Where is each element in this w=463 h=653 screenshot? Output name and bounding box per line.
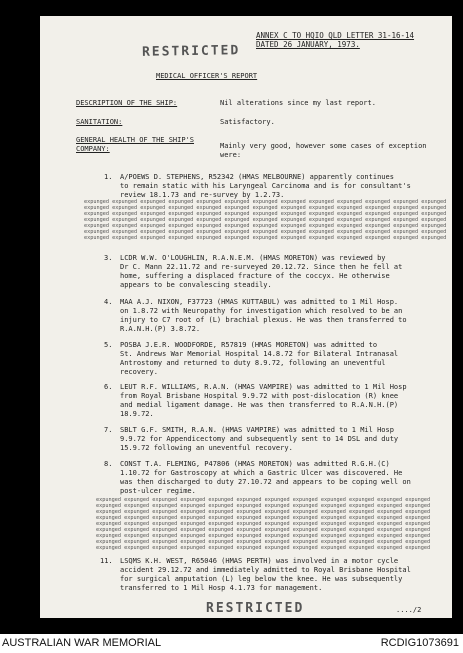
item-number: 4. xyxy=(104,298,113,306)
item-line: R.A.N.H.(P) 3.8.72. xyxy=(120,325,201,333)
item-line: 1.10.72 for Gastroscopy at which a Gastric Ulcer was discovered. He xyxy=(120,469,403,477)
item-number: 1. xyxy=(104,173,113,181)
health-value-line1: Mainly very good, however some cases of exception xyxy=(220,142,427,150)
item-line: review 18.1.73 and re-survey by 1.2.73. xyxy=(120,191,285,199)
item-number: 3. xyxy=(104,254,113,262)
item-line: LEUT R.F. WILLIAMS, R.A.N. (HMAS VAMPIRE) was admitted to 1 Mil Hosp xyxy=(120,383,407,391)
item-line: 18.9.72. xyxy=(120,410,154,418)
item-line: Antrostomy and returned to duty 8.9.72, following an uneventful xyxy=(120,359,386,367)
item-line: LCDR W.W. O'LOUGHLIN, R.A.N.E.M. (HMAS MORETON) was reviewed by xyxy=(120,254,386,262)
item-line: St. Andrews War Memorial Hospital 14.8.72 for Bilateral Intranasal xyxy=(120,350,399,358)
date-line: DATED 26 JANUARY, 1973. xyxy=(256,40,360,49)
item-line: from Royal Brisbane Hospital 9.9.72 with post-dislocation (R) knee xyxy=(120,392,399,400)
restricted-stamp-bottom: RESTRICTED xyxy=(206,601,305,616)
report-title: MEDICAL OFFICER'S REPORT xyxy=(156,72,258,80)
item-number: 8. xyxy=(104,460,113,468)
archive-footer xyxy=(0,634,463,653)
restricted-stamp-top: RESTRICTED xyxy=(141,43,241,60)
footer-record-id: RCDIG1073691 xyxy=(380,637,459,649)
item-number: 6. xyxy=(104,383,113,391)
item-line: to remain static with his Laryngeal Carcinoma and is for consultant's xyxy=(120,182,411,190)
item-line: recovery. xyxy=(120,368,158,376)
item-line: post-ulcer regime. xyxy=(120,487,196,495)
item-line: injury to C7 root of (L) brachial plexus. He was then transferred to xyxy=(120,316,407,324)
item-line: appears to be convalescing steadily. xyxy=(120,281,272,289)
description-label: DESCRIPTION OF THE SHIP: xyxy=(76,99,178,107)
health-value-line2: were: xyxy=(220,151,242,159)
item-line: A/POEWS D. STEPHENS, R52342 (HMAS MELBOURNE) apparently continues xyxy=(120,173,394,181)
health-label-line2: COMPANY: xyxy=(76,145,110,153)
annex-reference: ANNEX C TO HQIO QLD LETTER 31-16-14 xyxy=(256,31,415,40)
item-line: POSBA J.E.R. WOODFORDE, R57819 (HMAS MORETON) was admitted to xyxy=(120,341,378,349)
item-line: was then discharged to duty 27.10.72 and appears to be coping well on xyxy=(120,478,411,486)
item-line: and medial ligament damage. He was then transferred to R.A.N.H.(P) xyxy=(120,401,399,409)
page-continuation-mark: ..../2 xyxy=(396,606,422,614)
item-line: home, suffering a displaced fracture of the coccyx. He otherwise xyxy=(120,272,390,280)
expunged-block-1: expunged expunged expunged expunged expunged expunged expunged expunged expunged expunged expunged expunged expunged expunged expunged expunged expunged expunged expunged expunged expunged expunged expunged expunged expunged expunged expunged expunged expunged expunged expunged expunged expunged expunged expunged expunged expunged expunged expunged expunged expunged expunged expunged expunged expunged expunged expunged expunged expunged expunged expunged expunged expunged expunged expunged expunged expunged expunged expunged expunged expunged expunged expunged expunged expunged expunged expunged expunged expunged expunged expunged expunged expunged expunged expunged expunged expunged expunged expunged expunged expunged expunged expunged expunged expunged expunged expunged expunged expunged expunged expunged xyxy=(84,199,447,241)
item-line: MAA A.J. NIXON, F37723 (HMAS KUTTABUL) was admitted to 1 Mil Hosp. xyxy=(120,298,399,306)
item-line: on 1.8.72 with Neuropathy for investigation which resolved to be an xyxy=(120,307,403,315)
item-line: SBLT G.F. SMITH, R.A.N. (HMAS VAMPIRE) was admitted to 1 Mil Hosp xyxy=(120,426,394,434)
item-line: accident 29.12.72 and immediately admitted to Royal Brisbane Hospital xyxy=(120,566,411,574)
footer-archive-name: AUSTRALIAN WAR MEMORIAL xyxy=(2,637,162,649)
health-label-line1: GENERAL HEALTH OF THE SHIP'S xyxy=(76,136,195,144)
item-line: 9.9.72 for Appendicectomy and subsequently sent to 14 DSL and duty xyxy=(120,435,399,443)
description-value: Nil alterations since my last report. xyxy=(220,99,376,107)
item-line: Dr C. Mann 22.11.72 and re-surveyed 20.12.72. Since then he fell at xyxy=(120,263,403,271)
item-number: 7. xyxy=(104,426,113,434)
item-number: 5. xyxy=(104,341,113,349)
item-line: LSQMS K.H. WEST, R65046 (HMAS PERTH) was involved in a motor cycle xyxy=(120,557,399,565)
item-line: 15.9.72 following an uneventful recovery. xyxy=(120,444,293,452)
sanitation-value: Satisfactory. xyxy=(220,118,275,126)
sanitation-label: SANITATION: xyxy=(76,118,123,126)
document-page xyxy=(40,16,452,618)
item-line: for surgical amputation (L) leg below the knee. He was subsequently xyxy=(120,575,403,583)
expunged-block-2: expunged expunged expunged expunged expunged expunged expunged expunged expunged expunged expunged expunged expunged expunged expunged expunged expunged expunged expunged expunged expunged expunged expunged expunged expunged expunged expunged expunged expunged expunged expunged expunged expunged expunged expunged expunged expunged expunged expunged expunged expunged expunged expunged expunged expunged expunged expunged expunged expunged expunged expunged expunged expunged expunged expunged expunged expunged expunged expunged expunged expunged expunged expunged expunged expunged expunged expunged expunged expunged expunged expunged expunged expunged expunged expunged expunged expunged expunged expunged expunged expunged expunged expunged expunged expunged expunged expunged expunged expunged expunged expunged expunged expunged expunged expunged expunged expunged expunged expunged expunged expunged expunged expunged expunged expunged expunged expunged expunged xyxy=(96,497,431,551)
item-line: CONST T.A. FLEMING, P47806 (HMAS MORETON) was admitted R.G.H.(C) xyxy=(120,460,390,468)
item-number: 11. xyxy=(100,557,113,565)
item-line: transferred to 1 Mil Hosp 4.1.73 for management. xyxy=(120,584,323,592)
